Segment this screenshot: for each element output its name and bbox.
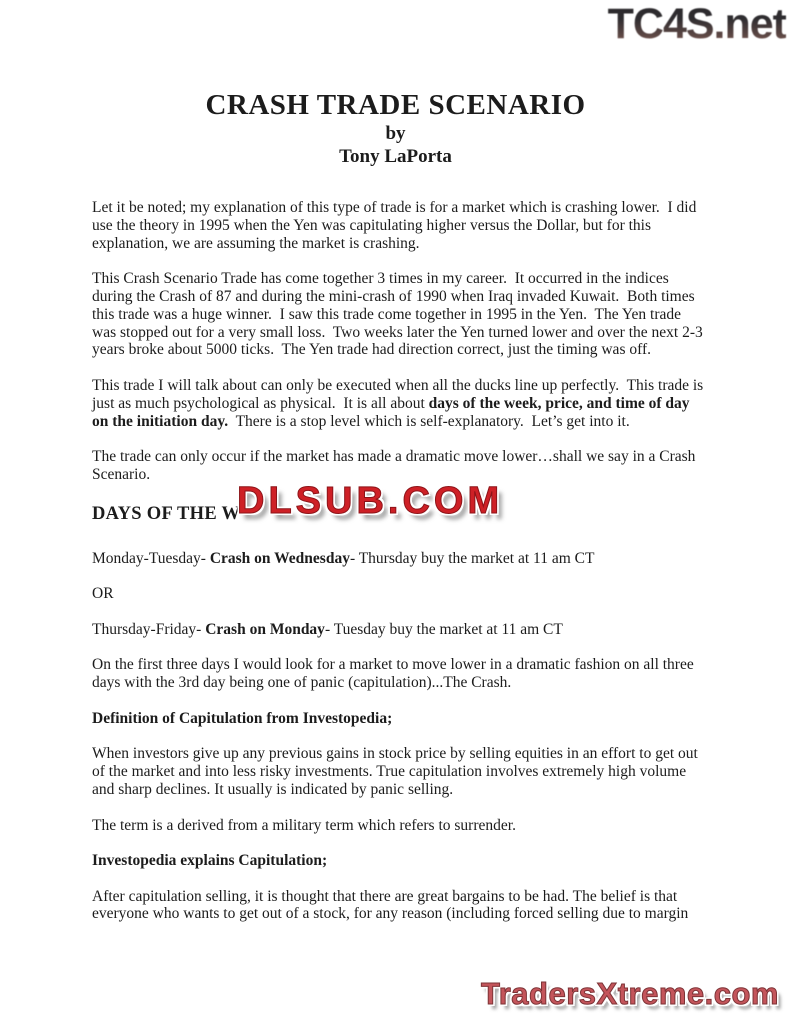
paragraph (92, 745, 706, 798)
paragraph (92, 656, 706, 692)
body-text: This Crash Scenario Trade has come together 3 times in my career. It occurred in the indices during the Crash of 87 and during the mini-crash of 1990 when Iraq invaded Kuwait. Both times this trade was a huge winner. I saw this trade come together in 1995 in the Yen. The Yen trade was stopped out for a very small loss. Two weeks later the Yen turned lower and over the next 2-3 years broke about 5000 ticks. The Yen trade had direction correct, just the timing was off. (92, 270, 707, 359)
body-text: There is a stop level which is self-explanatory. Let’s get into it. (228, 412, 630, 430)
body-text: - Thursday buy the market at 11 am CT (349, 549, 595, 567)
paragraph (92, 199, 706, 252)
section-heading (92, 479, 706, 526)
paragraph (92, 448, 706, 484)
body-text: The term is a derived from a military term which refers to surrender. (92, 816, 516, 834)
paragraph (92, 377, 706, 430)
paragraph (92, 852, 706, 870)
page-title: CRASH TRADE SCENARIO (205, 89, 586, 121)
paragraph (92, 270, 706, 359)
bold-text: days of the week, price, and time of day on the initiation day. (92, 394, 694, 430)
bold-text: Crash on Monday (205, 620, 325, 638)
body-text: - Tuesday buy the market at 11 am CT (324, 620, 563, 638)
tc4s-logo: TC4S.net (607, 0, 786, 48)
body-text: The trade can only occur if the market has made a dramatic move lower…shall we say in a Crash Scenario. (92, 448, 700, 483)
paragraph (92, 817, 706, 835)
body-text: On the first three days I would look for a market to move lower in a dramatic fashion on all three days with the 3rd day being one of panic (capitulation)...The Crash. (92, 656, 698, 692)
section-heading-text: DAYS OF THE W (92, 503, 241, 524)
body-text: Monday-Tuesday- (92, 549, 210, 567)
title-block (0, 88, 791, 168)
document-body (92, 199, 706, 941)
paragraph (92, 585, 706, 603)
paragraph (92, 888, 706, 924)
bold-text: Investopedia explains Capitulation; (92, 852, 328, 870)
author-name: Tony LaPorta (339, 146, 452, 167)
body-text: When investors give up any previous gains in stock price by selling equities in an effort to get out of the market and into less risky investments. True capitulation involves extremely high volume and sharp declines. It usually is indicated by panic selling. (92, 745, 702, 798)
body-text: This trade I will talk about can only be executed when all the ducks line up perfectly. This trade is just as much psychological as physical. It is all about (92, 376, 708, 412)
bold-text: Definition of Capitulation from Investopedia; (92, 709, 393, 727)
bold-text: Crash on Wednesday (209, 549, 350, 567)
body-text: After capitulation selling, it is thought that there are great bargains to be had. The belief is that everyone who wants to get out of a stock, for any reason (including forced selling due to margin (92, 887, 689, 923)
body-text: OR (92, 585, 114, 603)
paragraph (92, 621, 706, 639)
paragraph (92, 550, 706, 568)
body-text: Thursday-Friday- (92, 620, 206, 638)
paragraph (92, 710, 706, 728)
body-text: Let it be noted; my explanation of this type of trade is for a market which is crashing lower. I did use the theory in 1995 when the Yen was capitulating higher versus the Dollar, but for this explanation, we are assuming the market is crashing. (92, 199, 701, 252)
dlsub-watermark: DLSUB.COM (237, 479, 504, 522)
byline: by (385, 123, 406, 144)
tradersxtreme-logo: TradersXtreme.com (481, 976, 779, 1011)
